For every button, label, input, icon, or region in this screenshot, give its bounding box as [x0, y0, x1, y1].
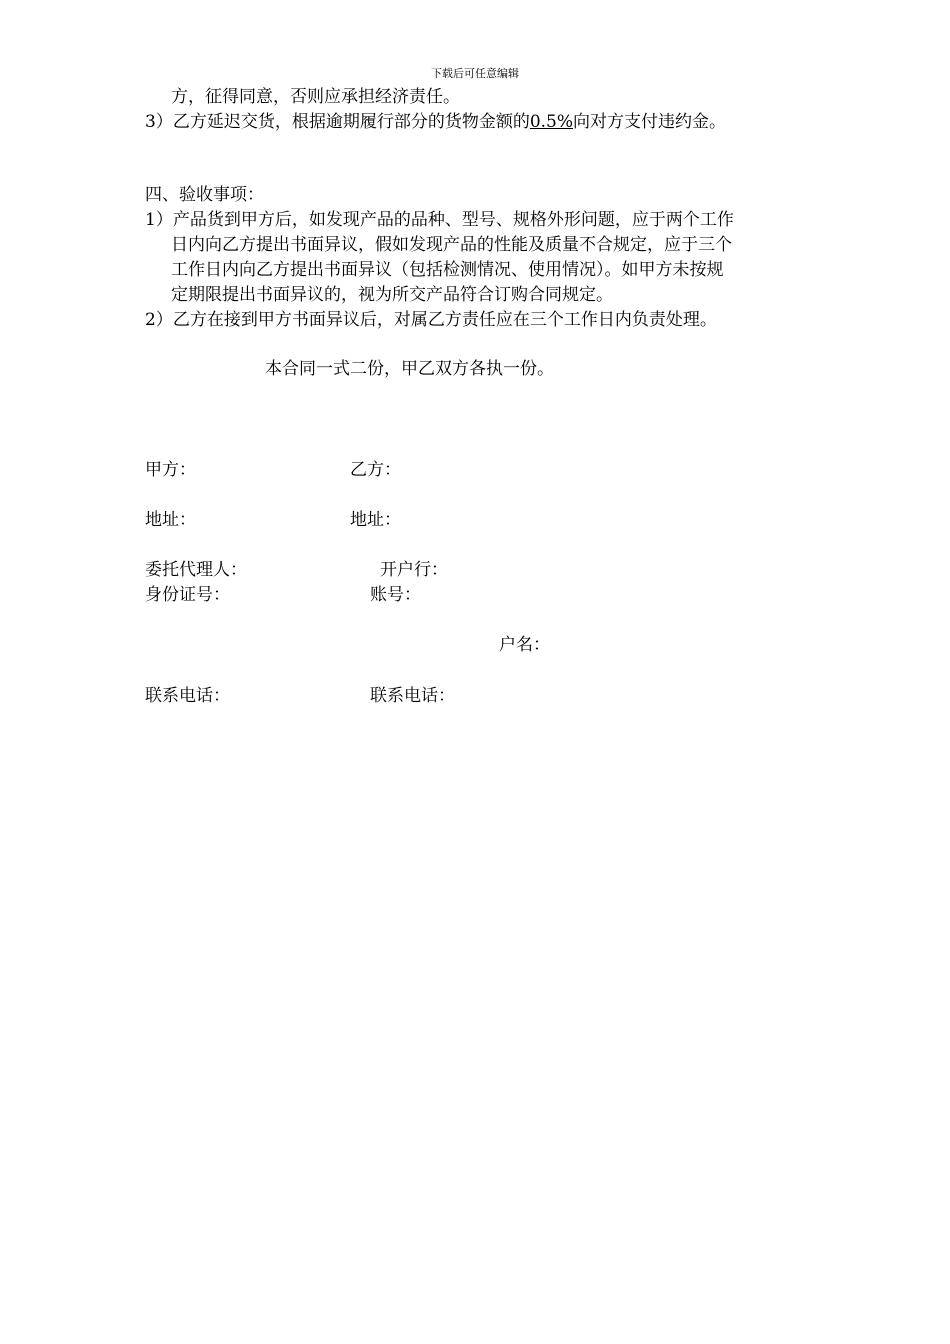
- copies-note: 本合同一式二份，甲乙双方各执一份。: [265, 359, 554, 379]
- bank-label: 开户行：: [380, 560, 448, 580]
- clause-item-3-suffix: 向对方支付违约金。: [573, 112, 727, 132]
- acceptance-item-1-line-3: 工作日内向乙方提出书面异议（包括检测情况、使用情况）。如甲方未按规: [171, 260, 724, 280]
- party-b-label: 乙方：: [350, 460, 401, 480]
- id-number-label: 身份证号：: [145, 585, 230, 605]
- acceptance-item-2: 2）乙方在接到甲方书面异议后，对属乙方责任应在三个工作日内负责处理。: [145, 310, 717, 330]
- account-label: 账号：: [370, 585, 421, 605]
- page-header-note: 下载后可任意编辑: [431, 67, 519, 80]
- acceptance-item-1-line-4: 定期限提出书面异议的，视为所交产品符合订购合同规定。: [171, 285, 613, 305]
- clause-item-3-prefix: 3）乙方延迟交货，根据逾期履行部分的货物金额的: [145, 112, 530, 132]
- acceptance-heading: 四、验收事项：: [145, 185, 264, 205]
- penalty-rate: 0.5%: [529, 112, 574, 132]
- phone-b-label: 联系电话：: [370, 686, 455, 706]
- acceptance-item-1-line-1: 1）产品货到甲方后，如发现产品的品种、型号、规格外形问题，应于两个工作: [145, 210, 734, 230]
- clause-item-3: [145, 110, 726, 134]
- address-a-label: 地址：: [145, 510, 196, 530]
- acceptance-item-1-line-2: 日内向乙方提出书面异议，假如发现产品的性能及质量不合规定，应于三个: [171, 235, 732, 255]
- party-a-label: 甲方：: [145, 460, 196, 480]
- clause-continuation: 方，征得同意，否则应承担经济责任。: [171, 87, 460, 107]
- phone-a-label: 联系电话：: [145, 686, 230, 706]
- agent-label: 委托代理人：: [145, 560, 247, 580]
- address-b-label: 地址：: [350, 510, 401, 530]
- account-name-label: 户名：: [499, 635, 550, 655]
